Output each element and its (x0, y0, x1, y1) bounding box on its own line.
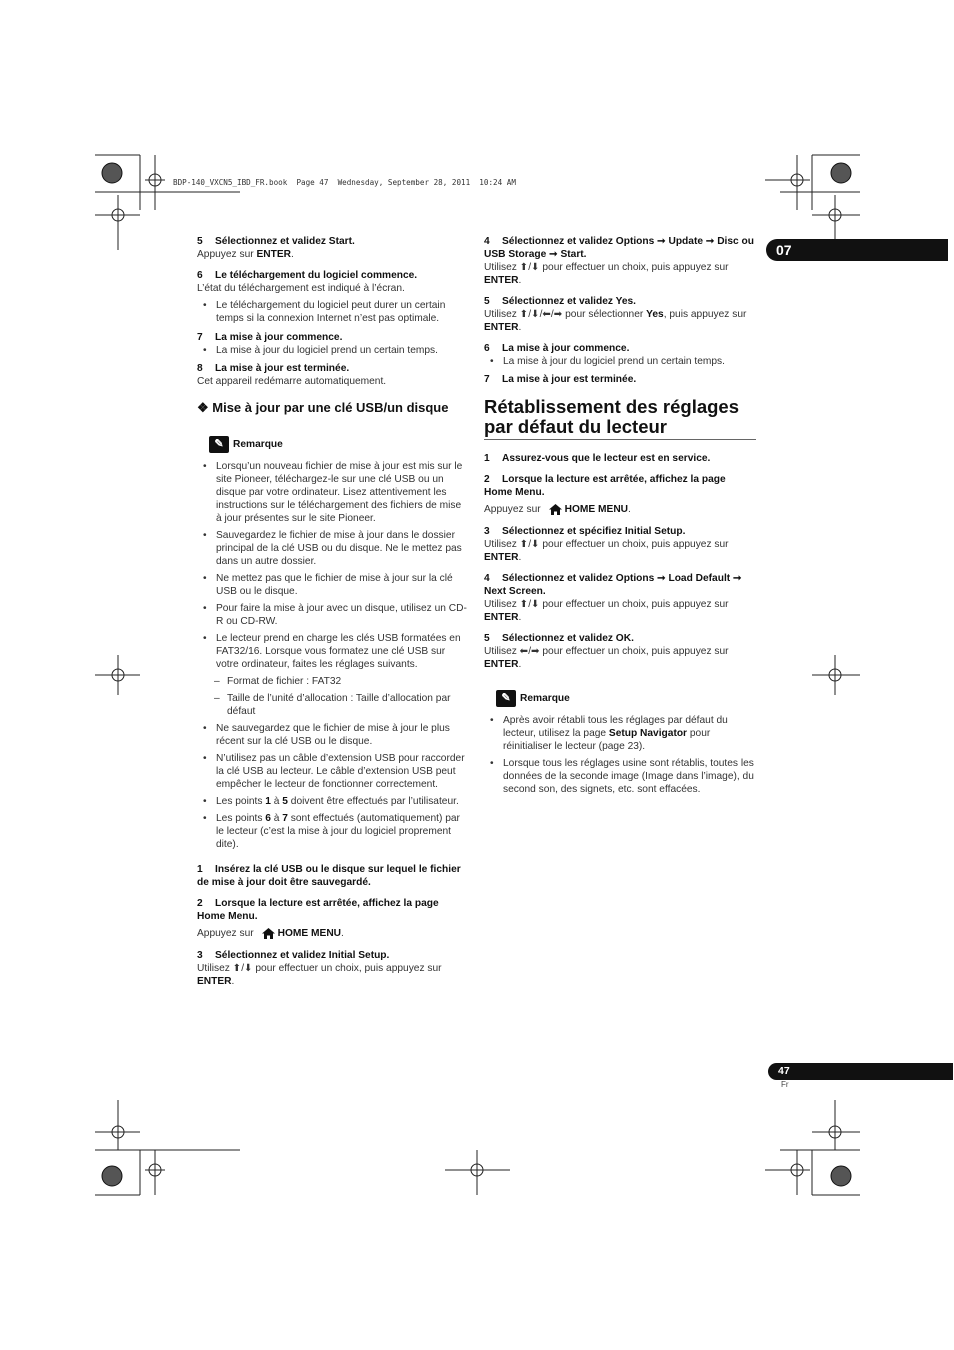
note-item: • Sauvegardez le fichier de mise à jour dans le dossier principal de la clé USB ou du disque. Ne le mettez pas dans un autre dossier. (197, 529, 469, 568)
usb-step-5: 5 Sélectionnez et validez Yes. (484, 296, 637, 307)
usb-step-4: 4 Sélectionnez et validez Options ➞ Update ➞ Disc ou USB Storage ➞ Start. (484, 236, 754, 260)
note-item: • Ne mettez pas que le fichier de mise à jour sur la clé USB ou le disque. (197, 572, 469, 598)
step-7-update-start: 7 La mise à jour commence. (197, 332, 343, 343)
reset-step-2: 2 Lorsque la lecture est arrêtée, affichez la page Home Menu. (484, 474, 726, 498)
pencil-note-icon: ✎ (209, 436, 229, 453)
left-column (197, 235, 469, 988)
reset-step-4: 4 Sélectionnez et validez Options ➞ Load Default ➞ Next Screen. (484, 573, 742, 597)
step-8-text: Cet appareil redémarre automatiquement. (197, 376, 387, 387)
dash-item: – Taille de l’unité d’allocation : Taille d’allocation par défaut (197, 692, 469, 718)
file-header-line: BDP-140_VXCN5_IBD_FR.book Page 47 Wednesday, September 28, 2011 10:24 AM (173, 178, 516, 187)
note-item: • Lorsqu’un nouveau fichier de mise à jour est mis sur le site Pioneer, téléchargez-le sur une clé USB ou un disque par votre ordinateur. Lisez attentivement les instructions sur le téléchargement des fichiers de mise à jour présentes sur le site Pioneer. (197, 460, 469, 525)
usb-step-6-bullet: • La mise à jour du logiciel prend un certain temps. (484, 355, 756, 368)
reset-step-3-text: Utilisez ⬆/⬇ pour effectuer un choix, puis appuyez sur ENTER. (484, 539, 729, 563)
step-6-text: L’état du téléchargement est indiqué à l’écran. (197, 283, 405, 294)
note-heading-left: ✎ Remarque (209, 436, 469, 453)
reset-step-5: 5 Sélectionnez et validez OK. (484, 633, 634, 644)
step-6-bullet: • Le téléchargement du logiciel peut durer un certain temps si la connexion Internet n’est pas optimale. (197, 299, 469, 325)
reset-step-4-text: Utilisez ⬆/⬇ pour effectuer un choix, puis appuyez sur ENTER. (484, 599, 729, 623)
reset-step-1: 1 Assurez-vous que le lecteur est en service. (484, 453, 711, 464)
note-list-right (484, 714, 756, 796)
usb-step-3: 3 Sélectionnez et validez Initial Setup. (197, 950, 390, 961)
usb-step-7: 7 La mise à jour est terminée. (484, 374, 637, 385)
note-heading-right: ✎ Remarque (496, 690, 756, 707)
home-button-icon (549, 504, 562, 515)
usb-step-1: 1 Insérez la clé USB ou le disque sur lequel le fichier de mise à jour doit être sauvegardé. (197, 864, 461, 888)
usb-disc-subheading: ❖ Mise à jour par une clé USB/un disque (197, 400, 449, 415)
note-item: • Après avoir rétabli tous les réglages par défaut du lecteur, utilisez la page Setup Navigator pour réinitialiser le lecteur (page 23). (484, 714, 756, 753)
right-column (484, 235, 756, 800)
note-item: • Pour faire la mise à jour avec un disque, utilisez un CD-R ou CD-RW. (197, 602, 469, 628)
note-item: • Le lecteur prend en charge les clés USB formatées en FAT32/16. Lorsque vous formatez une clé USB sur votre ordinateur, faites les réglages suivants. (197, 632, 469, 671)
usb-step-6: 6 La mise à jour commence. (484, 343, 630, 354)
page-language: Fr (781, 1080, 789, 1089)
pencil-note-icon: ✎ (496, 690, 516, 707)
note-item: • Lorsque tous les réglages usine sont rétablis, toutes les données de la seconde image (Image dans l’image), du second son, des signets, etc. sont effacées. (484, 757, 756, 796)
note-item: • Ne sauvegardez que le fichier de mise à jour le plus récent sur la clé USB ou le disque. (197, 722, 469, 748)
step-5-text: Appuyez sur ENTER. (197, 249, 294, 260)
reset-step-3: 3 Sélectionnez et spécifiez Initial Setup. (484, 526, 686, 537)
reset-step-5-text: Utilisez ⬅/➡ pour effectuer un choix, puis appuyez sur ENTER. (484, 646, 729, 670)
usb-step-4-text: Utilisez ⬆/⬇ pour effectuer un choix, puis appuyez sur ENTER. (484, 262, 729, 286)
usb-step-2: 2 Lorsque la lecture est arrêtée, affichez la page Home Menu. (197, 898, 439, 922)
step-6-download: 6 Le téléchargement du logiciel commence. (197, 270, 418, 281)
note-item: • Les points 1 à 5 doivent être effectués par l’utilisateur. (197, 795, 469, 808)
step-5-start: 5 Sélectionnez et validez Start. (197, 236, 355, 247)
step-8-update-done: 8 La mise à jour est terminée. (197, 363, 350, 374)
note-item: • N’utilisez pas un câble d’extension USB pour raccorder la clé USB au lecteur. Le câble d’extension USB peut empêcher le lecteur de fonctionner correctement. (197, 752, 469, 791)
reset-step-2-text: Appuyez sur HOME MENU. (484, 504, 631, 515)
note-list-left (197, 460, 469, 671)
usb-step-5-text: Utilisez ⬆/⬇/⬅/➡ pour sélectionner Yes, puis appuyez sur ENTER. (484, 309, 747, 333)
page-number-tab: 47 (768, 1063, 953, 1080)
section-heading-reset: Rétablissement des réglages par défaut du lecteur (484, 397, 756, 440)
step-7-bullet: • La mise à jour du logiciel prend un certain temps. (197, 344, 469, 357)
usb-step-3-text: Utilisez ⬆/⬇ pour effectuer un choix, puis appuyez sur ENTER. (197, 963, 442, 987)
usb-step-2-text: Appuyez sur HOME MENU. (197, 928, 344, 939)
dash-item: – Format de fichier : FAT32 (197, 675, 469, 688)
chapter-tab: 07 (766, 239, 948, 261)
home-button-icon (262, 928, 275, 939)
note-item: • Les points 6 à 7 sont effectués (automatiquement) par le lecteur (c’est la mise à jour du logiciel proprement dite). (197, 812, 469, 851)
